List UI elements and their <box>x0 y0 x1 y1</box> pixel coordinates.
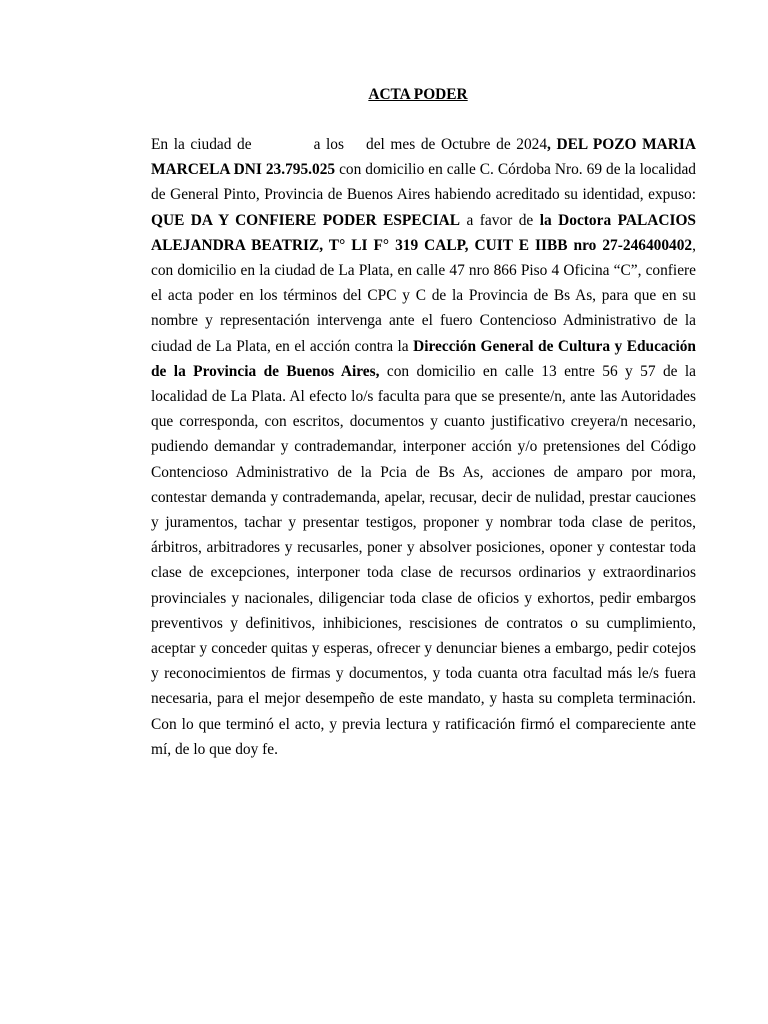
document-title: ACTA PODER <box>368 86 468 103</box>
powers-list-text: con domicilio en calle 13 entre 56 y 57 de la localidad de La Plata. Al efecto lo/s faculta para que se presente/n, ante las Autoridades que corresponda, con escritos, documentos y cuanto justificativo creyera/n necesario, pudiendo demandar y contrademandar, interponer acción y/o pretensiones del Código Contencioso Administrativo de la Pcia de Bs As, acciones de amparo por mora, contestar demanda y contrademanda, apelar, recusar, decir de nulidad, prestar cauciones y juramentos, tachar y presentar testigos, proponer y nombrar toda clase de peritos, árbitros, arbitradores y recusarles, poner y absolver posiciones, oponer y contestar toda clase de excepciones, interponer toda clase de recursos ordinarios y extraordinarios provinciales y nacionales, diligenciar toda clase de oficios y exhortos, pedir embargos preventivos y definitivos, inhibiciones, rescisiones de contratos o su cumplimiento, aceptar y conceder quitas y esperas, ofrecer y denunciar bienes a embargo, pedir cotejos y reconocimientos de firmas y documentos, y toda cuanta otra facultad más le/s fuera necesaria, para el mejor desempeño de este mandato, y hasta su completa terminación. Con lo que terminó el acto, y previa lectura y ratificación firmó el compareciente ante mí, de lo que doy fe. <box>151 362 696 758</box>
intro-day-text: a los <box>313 136 344 153</box>
attorney-name: la Doctora PALACIOS ALEJANDRA BEATRIZ, T° LI F° 319 CALP, CUIT E IIBB nro 27-246400402 <box>151 211 696 254</box>
document-body <box>151 132 696 762</box>
in-favor-text: a favor de <box>460 211 540 229</box>
grantor-name: , DEL POZO MARIA MARCELA DNI 23.795.025 <box>151 136 696 179</box>
defendant-entity: Dirección General de Cultura y Educación de la Provincia de Buenos Aires, <box>151 337 696 380</box>
power-grant-clause: QUE DA Y CONFIERE PODER ESPECIAL <box>151 211 461 229</box>
intro-city-text: En la ciudad de <box>151 136 252 153</box>
grantor-address-text: con domicilio en calle C. Córdoba Nro. 69 de la localidad de General Pinto, Provincia de Buenos Aires habiendo acreditado su identidad, expuso: <box>151 161 696 204</box>
attorney-address-text: , con domicilio en la ciudad de La Plata, en calle 47 nro 866 Piso 4 Oficina “C”, confiere el acta poder en los términos del CPC y C de la Provincia de Bs As, para que en su nombre y representación intervenga ante el fuero Contencioso Administrativo de la ciudad de La Plata, en el acción contra la <box>151 236 696 355</box>
intro-month-text: del mes de Octubre de 2024 <box>366 136 548 153</box>
